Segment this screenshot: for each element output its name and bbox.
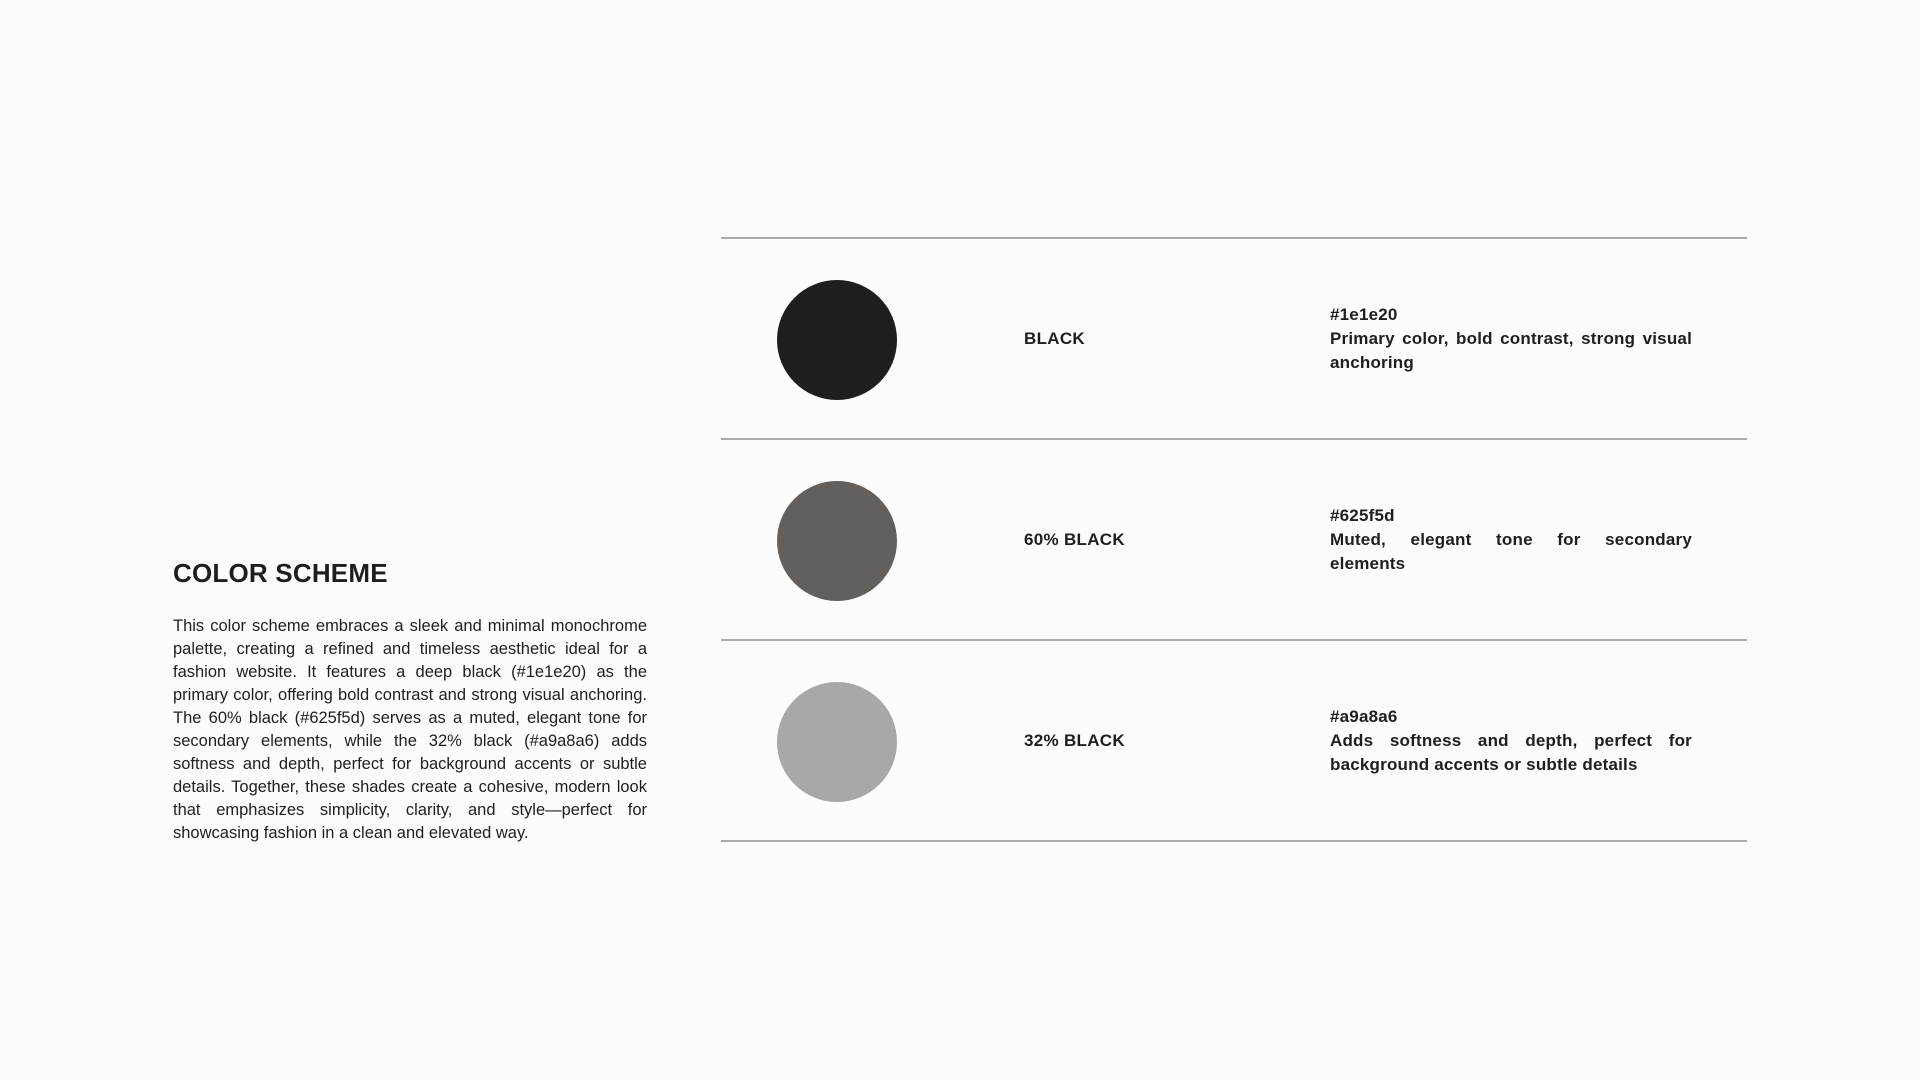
color-row-32-black — [721, 641, 1747, 840]
color-detail — [1330, 641, 1692, 840]
page-title: COLOR SCHEME — [173, 558, 388, 588]
color-name: 60% BLACK — [1024, 529, 1125, 549]
color-hex: #1e1e20 — [1330, 304, 1398, 324]
color-name: 32% BLACK — [1024, 730, 1125, 750]
color-description: Muted, elegant tone for secondary elements — [1330, 529, 1692, 573]
color-palette — [721, 237, 1747, 842]
color-row-black — [721, 239, 1747, 438]
color-swatch — [777, 481, 897, 601]
color-name: BLACK — [1024, 328, 1085, 348]
intro-paragraph: This color scheme embraces a sleek and minimal monochrome palette, creating a refined and timeless aesthetic ideal for a fashion website. It features a deep black (#1e1e20) as the primary color, offering bold contrast and strong visual anchoring. The 60% black (#625f5d) serves as a muted, elegant tone for secondary elements, while the 32% black (#a9a8a6) adds softness and depth, perfect for background accents or subtle details. Together, these shades create a cohesive, modern look that emphasizes simplicity, clarity, and style—perfect for showcasing fashion in a clean and elevated way. — [173, 617, 647, 842]
color-detail — [1330, 440, 1692, 639]
divider — [721, 840, 1747, 842]
color-hex: #625f5d — [1330, 505, 1395, 525]
color-swatch — [777, 280, 897, 400]
color-detail — [1330, 239, 1692, 438]
color-hex: #a9a8a6 — [1330, 706, 1398, 726]
color-scheme-intro — [173, 555, 647, 845]
color-row-60-black — [721, 440, 1747, 639]
color-swatch — [777, 682, 897, 802]
color-description: Adds softness and depth, perfect for background accents or subtle details — [1330, 730, 1692, 774]
color-description: Primary color, bold contrast, strong visual anchoring — [1330, 328, 1692, 372]
